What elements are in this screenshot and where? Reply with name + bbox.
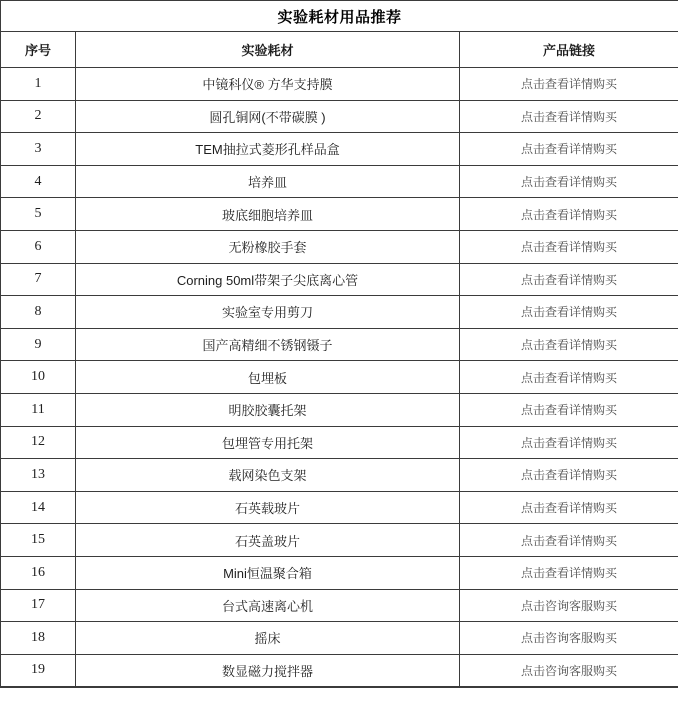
row-number: 9 [1,328,76,361]
product-link[interactable]: 点击咨询客服购买 [460,589,678,622]
product-link[interactable]: 点击查看详情购买 [460,426,678,459]
item-name: TEM抽拉式菱形孔样品盒 [76,133,460,166]
page-title: 实验耗材用品推荐 [1,1,678,32]
table-row [1,198,678,231]
table-row [1,361,678,394]
row-number: 14 [1,491,76,524]
item-name: 无粉橡胶手套 [76,230,460,263]
column-header-link: 产品链接 [460,32,678,68]
row-number: 6 [1,230,76,263]
product-link[interactable]: 点击查看详情购买 [460,459,678,492]
product-link[interactable]: 点击查看详情购买 [460,100,678,133]
item-name: 包埋管专用托架 [76,426,460,459]
row-number: 2 [1,100,76,133]
row-number: 5 [1,198,76,231]
row-number: 3 [1,133,76,166]
item-name: 国产高精细不锈钢镊子 [76,328,460,361]
product-link[interactable]: 点击查看详情购买 [460,556,678,589]
row-number: 15 [1,524,76,557]
table-row [1,589,678,622]
product-link[interactable]: 点击咨询客服购买 [460,654,678,687]
product-link[interactable]: 点击查看详情购买 [460,524,678,557]
item-name: 实验室专用剪刀 [76,296,460,329]
table-row [1,165,678,198]
item-name: Mini恒温聚合箱 [76,556,460,589]
item-name: 石英盖玻片 [76,524,460,557]
item-name: Corning 50ml带架子尖底离心管 [76,263,460,296]
item-name: 培养皿 [76,165,460,198]
item-name: 台式高速离心机 [76,589,460,622]
item-name: 明胶胶囊托架 [76,393,460,426]
product-link[interactable]: 点击查看详情购买 [460,263,678,296]
product-link[interactable]: 点击查看详情购买 [460,68,678,101]
column-header-no: 序号 [1,32,76,68]
row-number: 8 [1,296,76,329]
table-body [1,68,678,687]
table-row [1,459,678,492]
table-title-row [1,1,678,32]
item-name: 石英载玻片 [76,491,460,524]
product-link[interactable]: 点击查看详情购买 [460,491,678,524]
table-row [1,491,678,524]
product-link[interactable]: 点击查看详情购买 [460,230,678,263]
table-row [1,556,678,589]
item-name: 摇床 [76,622,460,655]
item-name: 圆孔铜网(不带碳膜 ) [76,100,460,133]
row-number: 17 [1,589,76,622]
row-number: 11 [1,393,76,426]
column-header-item: 实验耗材 [76,32,460,68]
row-number: 10 [1,361,76,394]
table-header-row [1,32,678,68]
row-number: 7 [1,263,76,296]
product-link[interactable]: 点击查看详情购买 [460,133,678,166]
table-row [1,426,678,459]
product-link[interactable]: 点击查看详情购买 [460,198,678,231]
table-row [1,68,678,101]
product-link[interactable]: 点击查看详情购买 [460,393,678,426]
product-link[interactable]: 点击查看详情购买 [460,165,678,198]
table-row [1,524,678,557]
item-name: 数显磁力搅拌器 [76,654,460,687]
product-link[interactable]: 点击查看详情购买 [460,328,678,361]
table-row [1,133,678,166]
row-number: 4 [1,165,76,198]
item-name: 中镜科仪® 方华支持膜 [76,68,460,101]
table-row [1,296,678,329]
product-link[interactable]: 点击咨询客服购买 [460,622,678,655]
table-row [1,100,678,133]
item-name: 玻底细胞培养皿 [76,198,460,231]
row-number: 1 [1,68,76,101]
product-link[interactable]: 点击查看详情购买 [460,296,678,329]
table-row [1,393,678,426]
product-link[interactable]: 点击查看详情购买 [460,361,678,394]
row-number: 16 [1,556,76,589]
table-row [1,654,678,687]
row-number: 18 [1,622,76,655]
row-number: 12 [1,426,76,459]
table-row [1,622,678,655]
item-name: 载网染色支架 [76,459,460,492]
table-row [1,328,678,361]
table-row [1,263,678,296]
item-name: 包埋板 [76,361,460,394]
table-row [1,230,678,263]
row-number: 19 [1,654,76,687]
row-number: 13 [1,459,76,492]
